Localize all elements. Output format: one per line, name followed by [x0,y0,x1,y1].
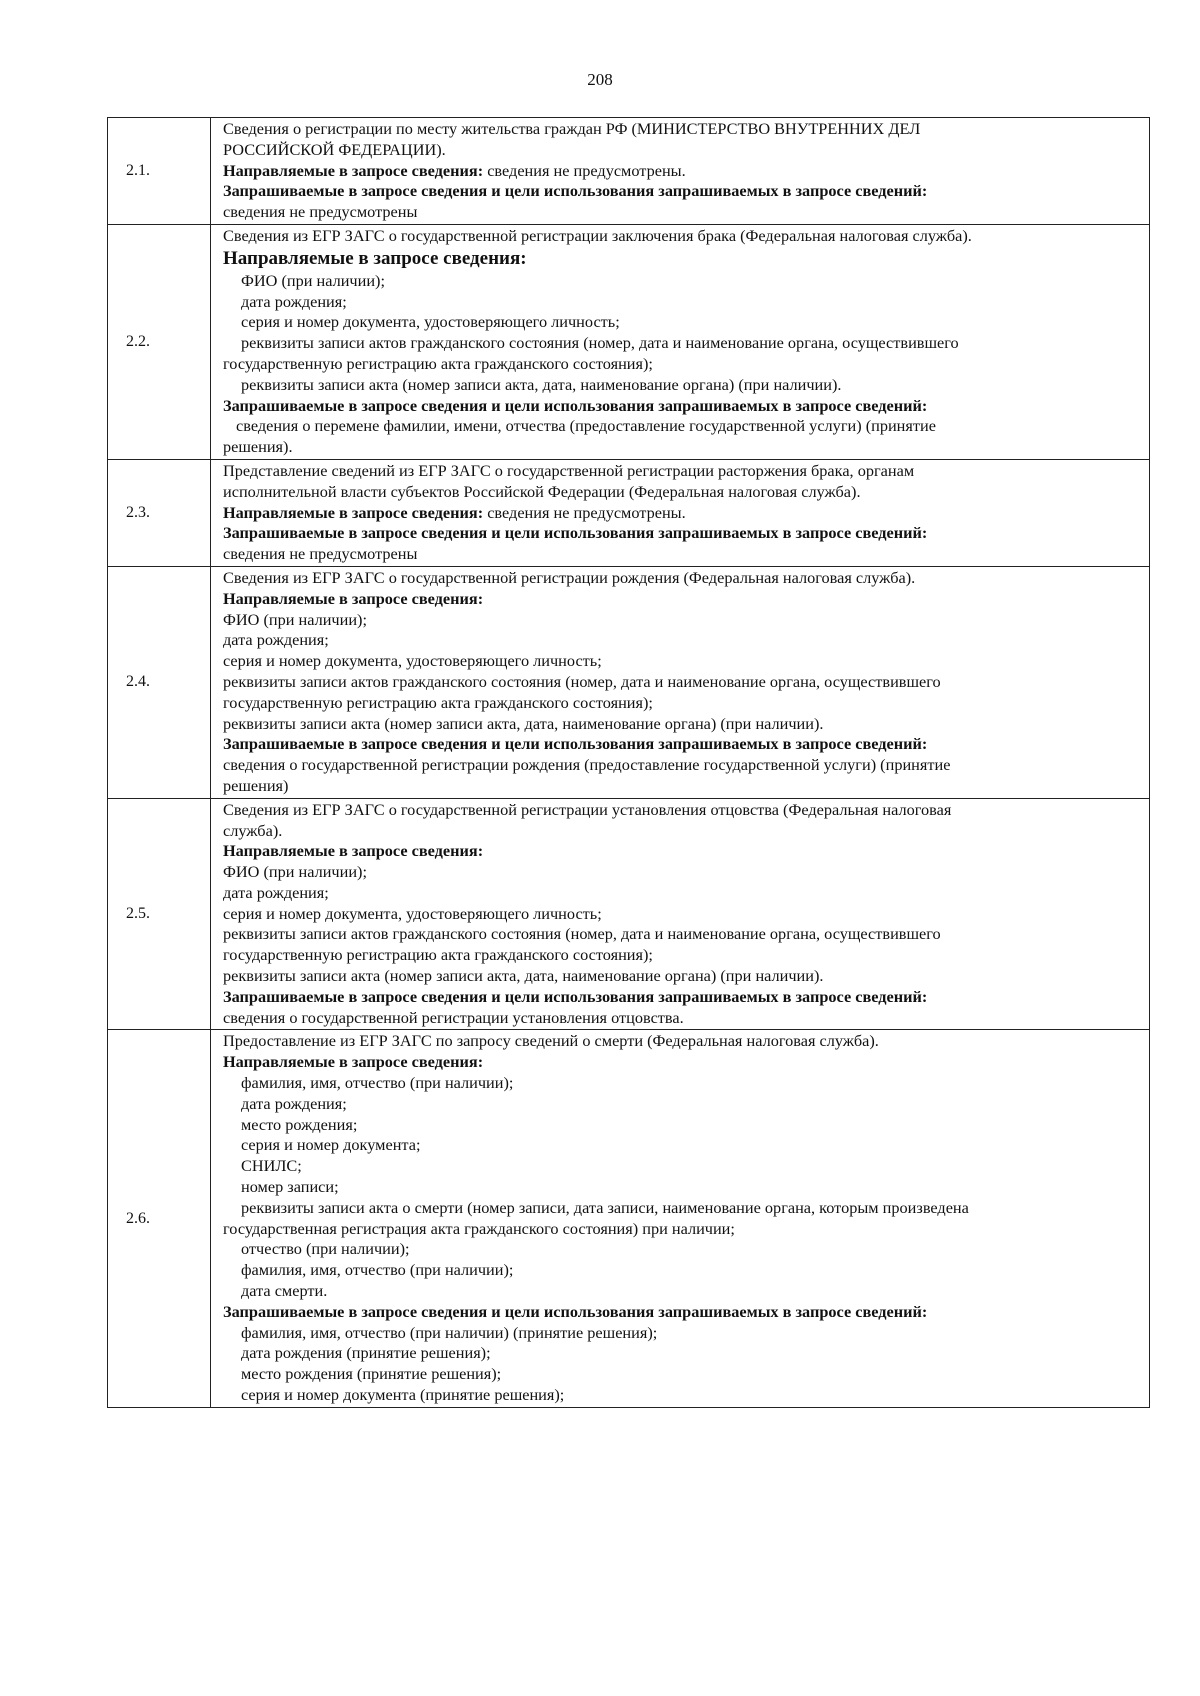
content-line: Направляемые в запросе сведения: [223,1052,484,1072]
content-line: сведения о государственной регистрации рождения (предоставление государственной услуги) (принятие [223,755,951,775]
content-line: сведения не предусмотрены [223,202,418,222]
content-line: серия и номер документа, удостоверяющего личность; [223,903,602,923]
content-line: реквизиты записи акта (номер записи акта, дата, наименование органа) (при наличии). [223,713,824,733]
content-line [223,161,1141,182]
content-line: Запрашиваемые в запросе сведения и цели использования запрашиваемых в запросе сведений: [223,734,928,754]
content-line: реквизиты записи актов гражданского состояния (номер, дата и наименование органа, осуществившего [223,671,941,691]
content-line: Представление сведений из ЕГР ЗАГС о государственной регистрации расторжения брака, органам [223,460,915,480]
section-content [211,1030,1150,1407]
content-line: серия и номер документа; [241,1135,421,1155]
content-line: место рождения; [241,1114,358,1134]
content-line: исполнительной власти субъектов Российской Федерации (Федеральная налоговая служба). [223,481,861,501]
content-line: СНИЛС; [241,1156,302,1176]
content-line: дата смерти. [241,1281,328,1301]
content-line [223,503,1141,524]
content-line: дата рождения; [223,630,329,650]
table-row [108,224,1150,459]
content-line: реквизиты записи актов гражданского состояния (номер, дата и наименование органа, осуществившего [241,333,959,353]
section-number: 2.6. [108,1030,211,1407]
content-line: Сведения о регистрации по месту жительства граждан РФ (МИНИСТЕРСТВО ВНУТРЕННИХ ДЕЛ [223,119,921,138]
table-row [108,459,1150,566]
section-content [211,566,1150,798]
section-number: 2.5. [108,798,211,1030]
content-line: государственную регистрацию акта гражданского состояния); [223,945,653,965]
content-line: решения). [223,437,293,457]
content-line: Сведения из ЕГР ЗАГС о государственной регистрации заключения брака (Федеральная налоговая служба). [223,225,972,245]
line-heading: Направляемые в запросе сведения: [223,160,484,180]
content-line: Направляемые в запросе сведения: [223,247,527,269]
content-line: Направляемые в запросе сведения: [223,588,484,608]
content-line: Запрашиваемые в запросе сведения и цели использования запрашиваемых в запросе сведений: [223,523,928,543]
section-number: 2.1. [108,118,211,225]
content-line: фамилия, имя, отчество (при наличии) (принятие решения); [241,1322,658,1342]
content-line: сведения не предусмотрены [223,544,418,564]
content-line: Запрашиваемые в запросе сведения и цели использования запрашиваемых в запросе сведений: [223,395,928,415]
content-line: фамилия, имя, отчество (при наличии); [241,1260,514,1280]
content-line: реквизиты записи акта о смерти (номер записи, дата записи, наименование органа, которым произведена [241,1197,969,1217]
line-tail: сведения не предусмотрены. [483,502,686,522]
content-line: место рождения (принятие решения); [241,1364,502,1384]
section-number: 2.4. [108,566,211,798]
section-number: 2.2. [108,224,211,459]
content-line: реквизиты записи акта (номер записи акта, дата, наименование органа) (при наличии). [223,966,824,986]
content-line: отчество (при наличии); [241,1239,410,1259]
content-line: решения) [223,775,289,795]
table-row [108,798,1150,1030]
content-line: реквизиты записи акта (номер записи акта, дата, наименование органа) (при наличии). [241,374,842,394]
content-line: дата рождения; [241,1093,347,1113]
content-line: служба). [223,820,283,840]
content-line: Сведения из ЕГР ЗАГС о государственной регистрации установления отцовства (Федеральная налоговая [223,799,952,819]
content-line: серия и номер документа, удостоверяющего личность; [223,651,602,671]
line-heading: Направляемые в запросе сведения: [223,502,484,522]
table-row [108,1030,1150,1407]
content-line: реквизиты записи актов гражданского состояния (номер, дата и наименование органа, осуществившего [223,924,941,944]
content-line: государственная регистрация акта гражданского состояния) при наличии; [223,1218,735,1238]
content-line: ФИО (при наличии); [241,270,385,290]
content-line: сведения о перемене фамилии, имени, отчества (предоставление государственной услуги) (принятие [236,416,936,436]
content-line: Предоставление из ЕГР ЗАГС по запросу сведений о смерти (Федеральная налоговая служба). [223,1031,879,1051]
content-line: Запрашиваемые в запросе сведения и цели использования запрашиваемых в запросе сведений: [223,181,928,201]
content-line: Запрашиваемые в запросе сведения и цели использования запрашиваемых в запросе сведений: [223,1301,928,1321]
line-tail: сведения не предусмотрены. [483,160,686,180]
content-line: Направляемые в запросе сведения: [223,841,484,861]
content-line: государственную регистрацию акта гражданского состояния); [223,353,653,373]
content-line: серия и номер документа, удостоверяющего личность; [241,312,620,332]
content-line: государственную регистрацию акта гражданского состояния); [223,692,653,712]
content-line: дата рождения; [241,291,347,311]
section-content [211,224,1150,459]
content-line: дата рождения; [223,882,329,902]
content-line: ФИО (при наличии); [223,609,367,629]
section-number: 2.3. [108,459,211,566]
section-content [211,118,1150,225]
content-line: фамилия, имя, отчество (при наличии); [241,1073,514,1093]
section-content [211,798,1150,1030]
content-line: серия и номер документа (принятие решения); [241,1385,565,1405]
section-content [211,459,1150,566]
content-line: Сведения из ЕГР ЗАГС о государственной регистрации рождения (Федеральная налоговая служба). [223,567,916,587]
content-line: Запрашиваемые в запросе сведения и цели использования запрашиваемых в запросе сведений: [223,986,928,1006]
content-line: номер записи; [241,1177,339,1197]
content-line: дата рождения (принятие решения); [241,1343,491,1363]
content-line: сведения о государственной регистрации установления отцовства. [223,1007,684,1027]
content-line: РОССИЙСКОЙ ФЕДЕРАЦИИ). [223,139,446,159]
table-row [108,566,1150,798]
page-number: 208 [587,70,613,89]
requests-table [107,117,1150,1408]
table-row [108,118,1150,225]
content-line: ФИО (при наличии); [223,862,367,882]
